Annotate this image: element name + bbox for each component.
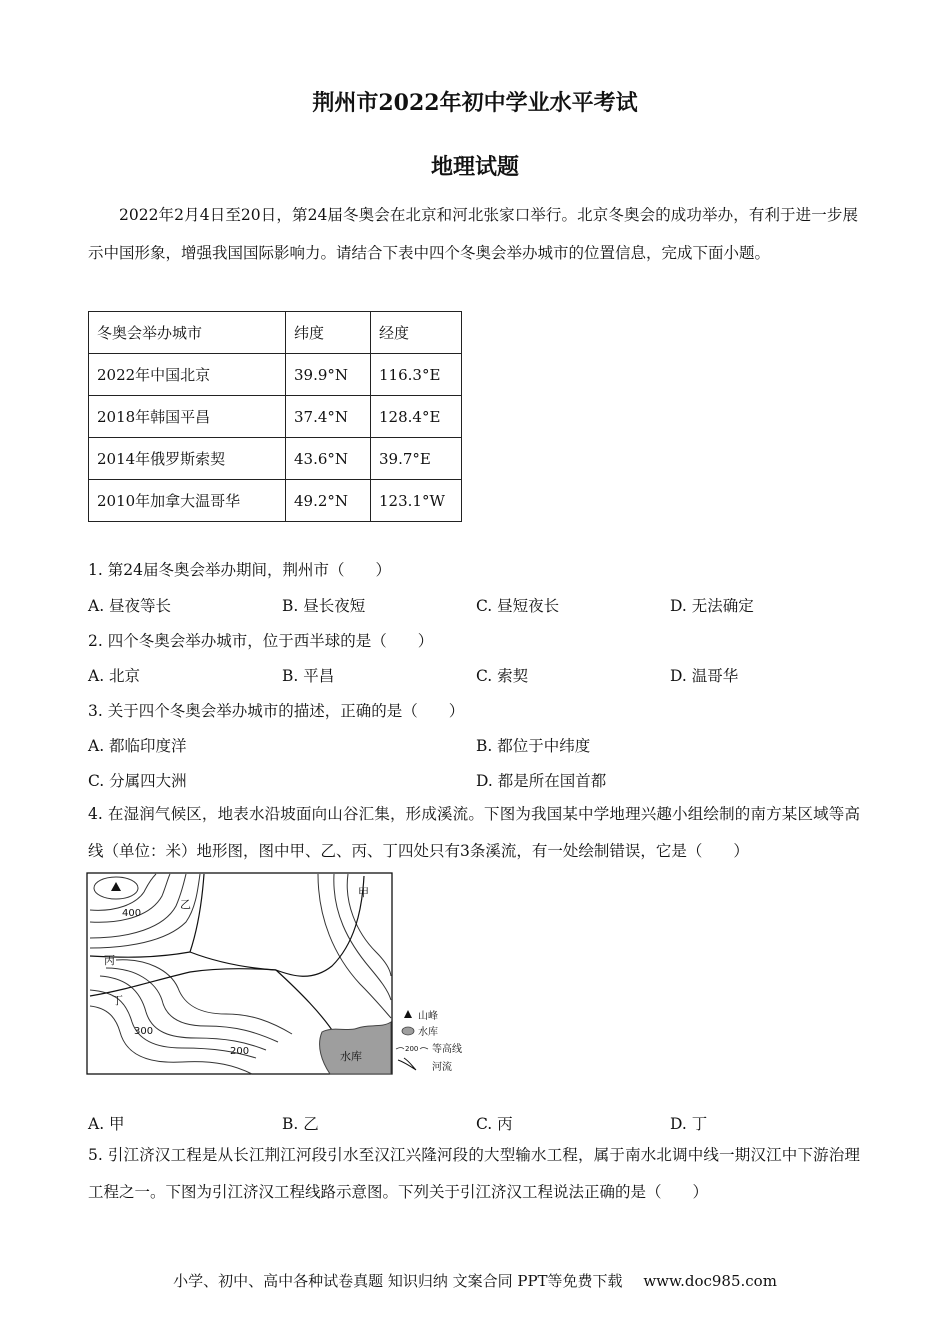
intro-paragraph: 2022年2月4日至20日，第24届冬奥会在北京和河北张家口举行。北京冬奥会的成功举办，有利于进一步展示中国形象，增强我国国际影响力。请结合下表中四个冬奥会举办城市的位置信息，完成下面小题。 [88,206,858,262]
table-header: 纬度 [286,312,371,354]
legend-contour: 等高线 [432,1044,462,1055]
legend-reservoir: 水库 [418,1027,438,1038]
q2-option-a: A. 北京 [88,667,141,685]
q1-option-b: B. 昼长夜短 [282,597,366,615]
question-4-stem: 4. 在湿润气候区，地表水沿坡面向山谷汇集，形成溪流。下图为我国某中学地理兴趣小组绘制的南方某区域等高线（单位：米）地形图，图中甲、乙、丙、丁四处只有3条溪流，有一处绘制错误，它是（ ） [88,805,860,860]
exam-subtitle: 地理试题 [430,154,519,180]
legend-river-icon [398,1058,416,1070]
q4-option-a: A. 甲 [88,1115,125,1133]
q2-option-c: C. 索契 [476,667,529,685]
q3-option-b: B. 都位于中纬度 [476,737,591,755]
table-row [89,354,462,396]
table-row [89,438,462,480]
reservoir-label: 水库 [340,1050,362,1063]
q2-option-b: B. 平昌 [282,667,335,685]
table-cell: 37.4°N [286,396,371,438]
label-ding: 丁 [112,994,123,1007]
city-table [88,311,462,522]
contour-map [86,872,471,1076]
label-jia: 甲 [358,886,369,899]
exam-title: 荆州市2022年初中学业水平考试 [312,90,638,116]
question-1-stem: 1. 第24届冬奥会举办期间，荆州市（ ） [88,561,391,579]
legend-peak: 山峰 [418,1011,438,1022]
legend-peak-icon [404,1010,412,1018]
reservoir-shape [320,1022,391,1074]
question-3-stem: 3. 关于四个冬奥会举办城市的描述，正确的是（ ） [88,702,465,720]
page-footer [0,1270,950,1291]
q4-option-c: C. 丙 [476,1115,513,1133]
table-cell: 49.2°N [286,480,371,522]
footer-text: 小学、初中、高中各种试卷真题 知识归纳 文案合同 PPT等免费下载 [173,1272,623,1290]
table-header-row [89,312,462,354]
q2-option-d: D. 温哥华 [670,667,739,685]
table-cell: 2010年加拿大温哥华 [89,480,286,522]
contour-label-300: 300 [134,1026,154,1037]
table-cell: 116.3°E [371,354,462,396]
legend-river: 河流 [432,1062,452,1073]
q4-option-d: D. 丁 [670,1115,708,1133]
table-cell: 2014年俄罗斯索契 [89,438,286,480]
q3-option-c: C. 分属四大洲 [88,772,187,790]
table-header: 冬奥会举办城市 [89,312,286,354]
question-5-stem: 5. 引江济汉工程是从长江荆江河段引水至汉江兴隆河段的大型输水工程，属于南水北调中线一期汉江中下游治理工程之一。下图为引江济汉工程线路示意图。下列关于引江济汉工程说法正确的是（ ） [88,1146,860,1201]
label-yi: 乙 [180,898,191,911]
legend-contour-sample: 200 [405,1045,419,1053]
q1-option-d: D. 无法确定 [670,597,754,615]
table-cell: 2022年中国北京 [89,354,286,396]
table-cell: 128.4°E [371,396,462,438]
table-header: 经度 [371,312,462,354]
q3-option-a: A. 都临印度洋 [88,737,187,755]
q3-option-d: D. 都是所在国首都 [476,772,607,790]
label-bing: 丙 [104,954,115,967]
question-2-stem: 2. 四个冬奥会举办城市，位于西半球的是（ ） [88,632,434,650]
table-cell: 2018年韩国平昌 [89,396,286,438]
legend-reservoir-icon [402,1027,414,1035]
contour-label-400: 400 [122,908,142,919]
table-cell: 39.9°N [286,354,371,396]
table-cell: 43.6°N [286,438,371,480]
q1-option-a: A. 昼夜等长 [88,597,172,615]
table-cell: 123.1°W [371,480,462,522]
table-row [89,480,462,522]
q1-option-c: C. 昼短夜长 [476,597,560,615]
table-cell: 39.7°E [371,438,462,480]
footer-url[interactable]: www.doc985.com [643,1272,777,1290]
table-row [89,396,462,438]
contour-label-200: 200 [230,1046,250,1057]
q4-option-b: B. 乙 [282,1115,319,1133]
